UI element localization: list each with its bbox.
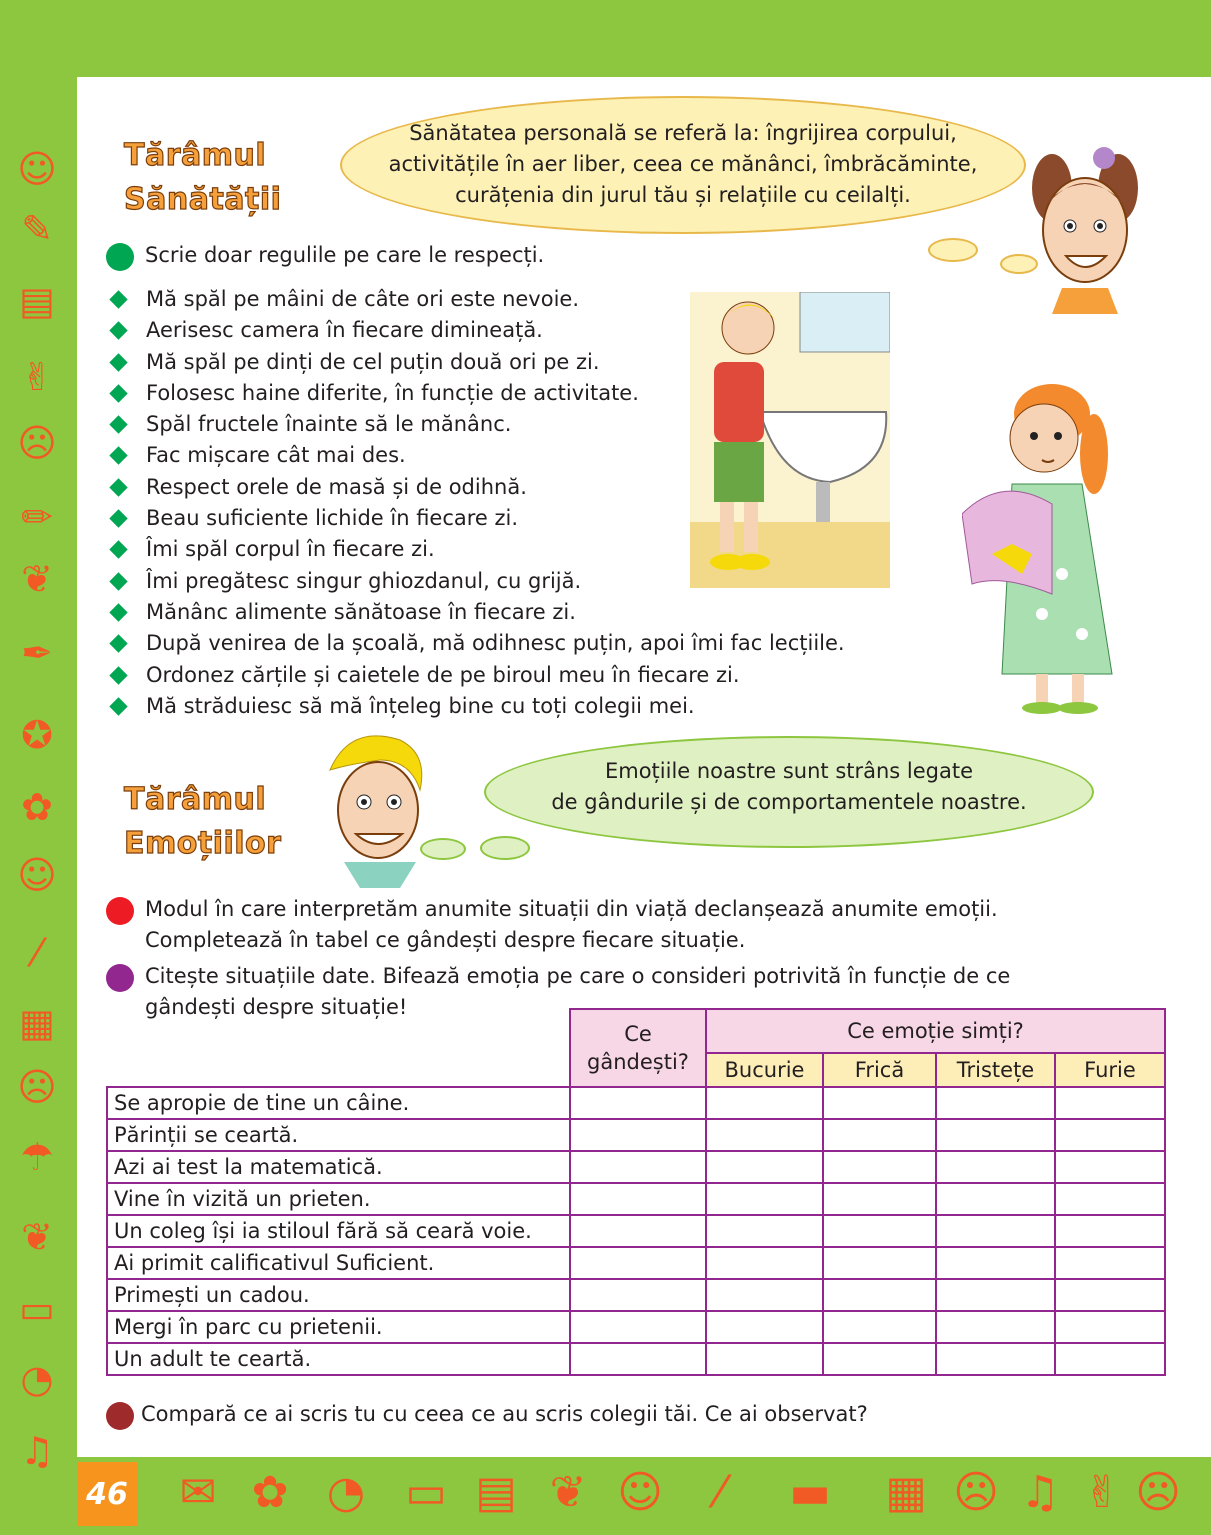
sad-face-icon-b: ☹ xyxy=(953,1466,999,1518)
col-header-emotion-anger: Furie xyxy=(1055,1053,1165,1087)
girl-with-towel-illustration xyxy=(962,374,1122,714)
emotions-table xyxy=(106,1008,1166,1376)
table-row xyxy=(107,1183,1165,1215)
apple-icon: ❦ xyxy=(21,557,53,601)
emotions-task1-line1: Modul în care interpretăm anumite situații din viață declanșează anumite emoții. xyxy=(145,897,998,921)
diamond-bullet-icon xyxy=(109,635,127,653)
girl-face-illustration xyxy=(1022,138,1148,318)
notebook-icon-b: ▤ xyxy=(475,1466,517,1518)
joy-checkbox-cell[interactable] xyxy=(706,1119,823,1151)
emotions-title-line2: Emoțiilor xyxy=(124,826,282,861)
notebook-icon: ▤ xyxy=(19,279,55,323)
rule-item: Fac mișcare cât mai des. xyxy=(108,440,845,471)
calendar-icon-b: ▦ xyxy=(885,1466,927,1518)
music-note-icon-b: ♫ xyxy=(1020,1466,1060,1518)
think-cell[interactable] xyxy=(570,1151,706,1183)
diamond-bullet-icon xyxy=(109,509,127,527)
health-title-line1: Tărâmul xyxy=(124,138,267,173)
diamond-bullet-icon xyxy=(109,478,127,496)
rule-item: Beau suficiente lichide în fiecare zi. xyxy=(108,503,845,534)
situation-cell: Un coleg își ia stiloul fără să ceară voie. xyxy=(107,1215,570,1247)
table-row xyxy=(107,1247,1165,1279)
joy-checkbox-cell[interactable] xyxy=(706,1215,823,1247)
smiley-icon: ☺ xyxy=(17,147,57,191)
toothbrush-icon-b: ⁄ xyxy=(716,1466,724,1518)
situation-cell: Azi ai test la matematică. xyxy=(107,1151,570,1183)
shower-icon: ☂ xyxy=(19,1135,55,1179)
victory-hand-icon-b: ✌ xyxy=(1083,1466,1121,1518)
diamond-bullet-icon xyxy=(109,415,127,433)
joy-checkbox-cell[interactable] xyxy=(706,1311,823,1343)
pencil-icon: ✏ xyxy=(21,495,53,539)
rule-item: Folosesc haine diferite, în funcție de activitate. xyxy=(108,378,845,409)
think-cell[interactable] xyxy=(570,1183,706,1215)
rule-item: Aerisesc camera în fiecare dimineață. xyxy=(108,315,845,346)
thought-puff xyxy=(928,238,978,262)
task-bullet-purple xyxy=(106,964,134,992)
apple-icon-2: ❦ xyxy=(21,1215,53,1259)
fear-checkbox-cell[interactable] xyxy=(823,1119,936,1151)
col-header-think: Ce gândești? xyxy=(570,1009,706,1087)
calendar-icon: ▦ xyxy=(19,1001,55,1045)
fear-checkbox-cell[interactable] xyxy=(823,1151,936,1183)
anger-checkbox-cell[interactable] xyxy=(1055,1343,1165,1375)
col-header-emotion-joy: Bucurie xyxy=(706,1053,823,1087)
think-cell[interactable] xyxy=(570,1119,706,1151)
joy-checkbox-cell[interactable] xyxy=(706,1343,823,1375)
sadness-checkbox-cell[interactable] xyxy=(936,1311,1055,1343)
anger-checkbox-cell[interactable] xyxy=(1055,1247,1165,1279)
sadness-checkbox-cell[interactable] xyxy=(936,1279,1055,1311)
diamond-bullet-icon xyxy=(109,697,127,715)
table-corner xyxy=(107,1009,570,1087)
anger-checkbox-cell[interactable] xyxy=(1055,1311,1165,1343)
table-row xyxy=(107,1151,1165,1183)
situation-cell: Părinții se ceartă. xyxy=(107,1119,570,1151)
apple-icon-b: ❦ xyxy=(549,1466,587,1518)
sad-face-icon: ☹ xyxy=(17,421,57,465)
emotions-bubble-line1: Emoțiile noastre sunt strâns legate xyxy=(604,759,974,783)
diamond-bullet-icon xyxy=(109,353,127,371)
ticket-icon: ▭ xyxy=(19,1287,55,1331)
table-row xyxy=(107,1279,1165,1311)
think-cell[interactable] xyxy=(570,1247,706,1279)
diamond-bullet-icon xyxy=(109,603,127,621)
situation-cell: Ai primit calificativul Suficient. xyxy=(107,1247,570,1279)
smiley-icon-2: ☺ xyxy=(17,853,57,897)
rule-item: Mă spăl pe dinți de cel puțin două ori pe zi. xyxy=(108,347,845,378)
sad-face-icon-2: ☹ xyxy=(17,1065,57,1109)
fear-checkbox-cell[interactable] xyxy=(823,1311,936,1343)
col-header-emotion-sadness: Tristețe xyxy=(936,1053,1055,1087)
clock-icon: ◔ xyxy=(20,1357,54,1401)
fear-checkbox-cell[interactable] xyxy=(823,1279,936,1311)
emotions-task2-line2: gândești despre situație! xyxy=(145,995,408,1019)
smiley-icon-b: ☺ xyxy=(617,1466,663,1518)
toothbrush-icon: ⁄ xyxy=(33,931,41,975)
table-row xyxy=(107,1087,1165,1119)
anger-checkbox-cell[interactable] xyxy=(1055,1087,1165,1119)
joy-checkbox-cell[interactable] xyxy=(706,1247,823,1279)
think-cell[interactable] xyxy=(570,1279,706,1311)
emotions-task3: Compară ce ai scris tu cu ceea ce au scris colegii tăi. Ce ai observat? xyxy=(141,1402,868,1426)
task-bullet-brown xyxy=(106,1402,134,1430)
diamond-bullet-icon xyxy=(109,384,127,402)
sadness-checkbox-cell[interactable] xyxy=(936,1247,1055,1279)
col-header-emotion-fear: Frică xyxy=(823,1053,936,1087)
sadness-checkbox-cell[interactable] xyxy=(936,1087,1055,1119)
emotions-title xyxy=(124,778,281,866)
anger-checkbox-cell[interactable] xyxy=(1055,1279,1165,1311)
diamond-bullet-icon xyxy=(109,447,127,465)
pen-icon: ✒ xyxy=(21,631,53,675)
emotions-task1-line2: Completează în tabel ce gândești despre fiecare situație. xyxy=(145,928,746,952)
fear-checkbox-cell[interactable] xyxy=(823,1343,936,1375)
diamond-bullet-icon xyxy=(109,666,127,684)
health-title xyxy=(124,134,281,222)
rule-item: Respect orele de masă și de odihnă. xyxy=(108,472,845,503)
col-header-emotion: Ce emoție simți? xyxy=(706,1009,1165,1053)
ticket-icon-b: ▭ xyxy=(405,1466,447,1518)
think-cell[interactable] xyxy=(570,1215,706,1247)
rule-item: Mă spăl pe mâini de câte ori este nevoie. xyxy=(108,284,845,315)
anger-checkbox-cell[interactable] xyxy=(1055,1119,1165,1151)
health-task: Scrie doar regulile pe care le respecți. xyxy=(145,243,545,267)
rule-item: Ordonez cărțile și caietele de pe biroul meu în fiecare zi. xyxy=(108,660,845,691)
sadness-checkbox-cell[interactable] xyxy=(936,1343,1055,1375)
fear-checkbox-cell[interactable] xyxy=(823,1247,936,1279)
task-bullet-red xyxy=(106,897,134,925)
sadness-checkbox-cell[interactable] xyxy=(936,1119,1055,1151)
sadness-checkbox-cell[interactable] xyxy=(936,1151,1055,1183)
table-row xyxy=(107,1119,1165,1151)
diamond-bullet-icon xyxy=(109,541,127,559)
emotions-task2-line1: Citește situațiile date. Bifează emoția pe care o consideri potrivită în funcție de ce xyxy=(145,964,1011,988)
rule-item: Mănânc alimente sănătoase în fiecare zi. xyxy=(108,597,845,628)
rule-item: După venirea de la școală, mă odihnesc puțin, apoi îmi fac lecțiile. xyxy=(108,628,845,659)
joy-checkbox-cell[interactable] xyxy=(706,1151,823,1183)
situation-cell: Se apropie de tine un câine. xyxy=(107,1087,570,1119)
health-title-line2: Sănătății xyxy=(124,182,282,217)
clock-icon-b: ◔ xyxy=(326,1466,366,1518)
sadness-checkbox-cell[interactable] xyxy=(936,1183,1055,1215)
book-icon-b: ▬ xyxy=(789,1466,831,1518)
fear-checkbox-cell[interactable] xyxy=(823,1183,936,1215)
envelope-icon: ✉ xyxy=(179,1466,217,1518)
rule-item: Îmi pregătesc singur ghiozdanul, cu grijă. xyxy=(108,566,845,597)
joy-checkbox-cell[interactable] xyxy=(706,1279,823,1311)
joy-checkbox-cell[interactable] xyxy=(706,1087,823,1119)
emotions-task1 xyxy=(145,894,998,956)
health-speech-bubble xyxy=(340,96,1026,234)
diamond-bullet-icon xyxy=(109,290,127,308)
thought-puff xyxy=(480,836,530,860)
joy-checkbox-cell[interactable] xyxy=(706,1183,823,1215)
table-row xyxy=(107,1311,1165,1343)
table-row xyxy=(107,1215,1165,1247)
situation-cell: Primești un cadou. xyxy=(107,1279,570,1311)
think-cell[interactable] xyxy=(570,1087,706,1119)
boy-washing-hands-illustration xyxy=(690,292,890,588)
emotions-title-line1: Tărâmul xyxy=(124,782,267,817)
situation-cell: Mergi în parc cu prietenii. xyxy=(107,1311,570,1343)
task-bullet-green xyxy=(106,243,134,271)
emotions-bubble-line2: de gândurile și de comportamentele noastre. xyxy=(551,790,1027,814)
palette-icon: ✿ xyxy=(21,785,53,829)
palette-icon-b: ✿ xyxy=(251,1466,289,1518)
victory-hand-icon: ✌ xyxy=(21,355,53,399)
medal-icon: ✪ xyxy=(21,713,53,757)
situation-cell: Un adult te ceartă. xyxy=(107,1343,570,1375)
diamond-bullet-icon xyxy=(109,322,127,340)
think-cell[interactable] xyxy=(570,1343,706,1375)
music-note-icon: ♫ xyxy=(19,1429,55,1473)
sadness-checkbox-cell[interactable] xyxy=(936,1215,1055,1247)
think-cell[interactable] xyxy=(570,1311,706,1343)
emotions-speech-bubble xyxy=(484,736,1094,848)
anger-checkbox-cell[interactable] xyxy=(1055,1183,1165,1215)
rule-item: Îmi spăl corpul în fiecare zi. xyxy=(108,534,845,565)
boy-face-illustration xyxy=(320,730,430,890)
health-bubble-text: Sănătatea personală se referă la: îngrijirea corpului, activitățile în aer liber, ceea ce mănânci, îmbrăcăminte, curățenia din jurul tău și relațiile cu ceilalți. xyxy=(388,121,978,207)
thought-puff xyxy=(420,838,466,860)
fear-checkbox-cell[interactable] xyxy=(823,1215,936,1247)
anger-checkbox-cell[interactable] xyxy=(1055,1151,1165,1183)
diamond-bullet-icon xyxy=(109,572,127,590)
rule-item: Mă străduiesc să mă înțeleg bine cu toți colegii mei. xyxy=(108,691,845,722)
table-row xyxy=(107,1343,1165,1375)
brush-icon: ✎ xyxy=(21,207,53,251)
fear-checkbox-cell[interactable] xyxy=(823,1087,936,1119)
anger-checkbox-cell[interactable] xyxy=(1055,1215,1165,1247)
sad-face-icon-b2: ☹ xyxy=(1135,1466,1181,1518)
situation-cell: Vine în vizită un prieten. xyxy=(107,1183,570,1215)
page-number: 46 xyxy=(77,1462,137,1526)
rule-item: Spăl fructele înainte să le mănânc. xyxy=(108,409,845,440)
